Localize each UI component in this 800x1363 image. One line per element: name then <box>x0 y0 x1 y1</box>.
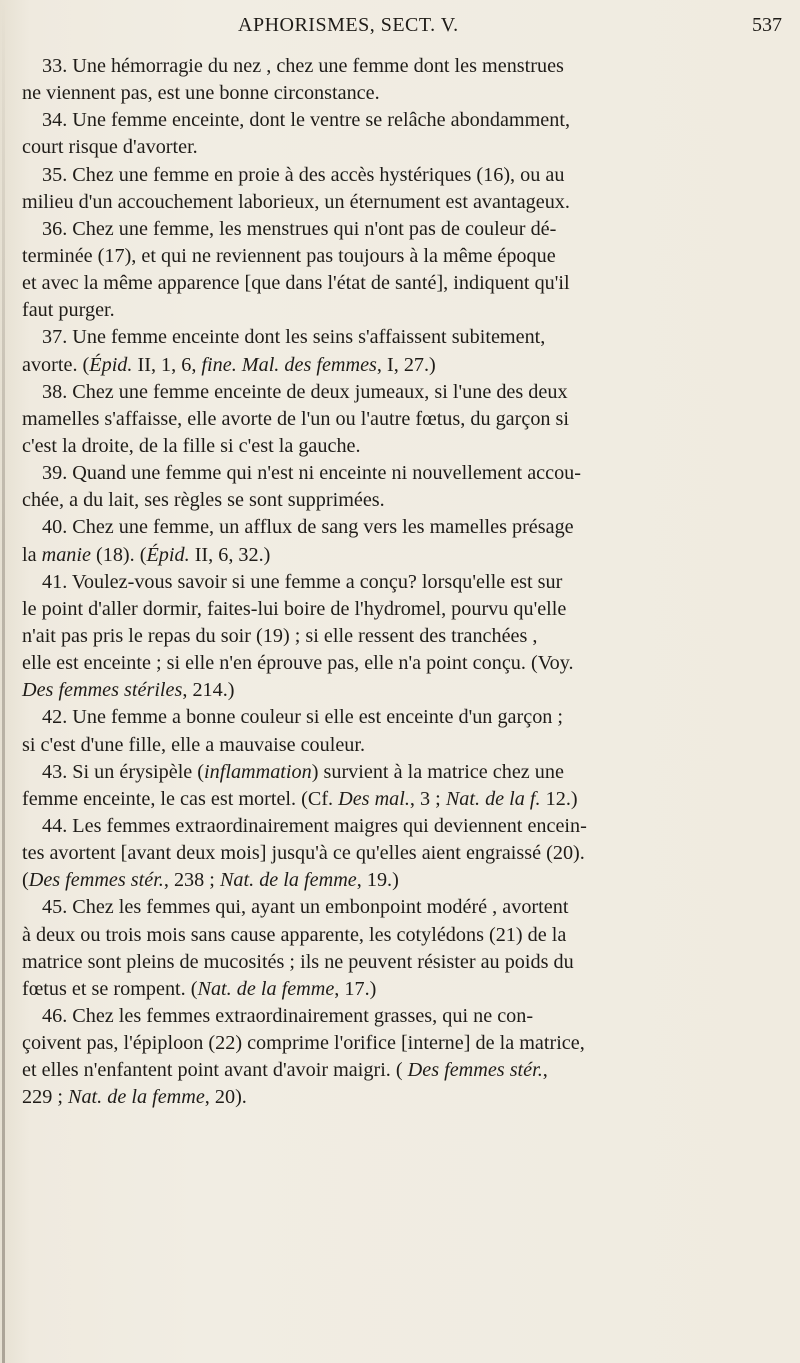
text-line <box>22 922 774 949</box>
text-line <box>22 650 774 677</box>
italic-text-segment: Des femmes stér. <box>28 869 164 892</box>
text-line <box>22 596 774 623</box>
italic-text-segment: Nat. de la femme <box>67 1086 205 1109</box>
text-segment: 37. Une femme enceinte dont les seins s'affaissent subitement, <box>42 326 546 349</box>
text-line <box>22 270 774 297</box>
text-segment: (18). ( <box>90 543 147 566</box>
text-line <box>22 1030 774 1057</box>
text-line <box>22 894 774 921</box>
text-segment: 46. Chez les femmes extraordinairement grasses, qui ne con- <box>42 1004 534 1027</box>
text-segment: 41. Voulez-vous savoir si une femme a conçu? lorsqu'elle est sur <box>42 570 563 593</box>
text-segment: 229 ; <box>22 1086 68 1109</box>
text-line <box>22 406 774 433</box>
text-line <box>22 840 774 867</box>
text-segment: 42. Une femme a bonne couleur si elle est enceinte d'un garçon ; <box>42 706 564 729</box>
text-segment: II, 1, 6, <box>132 353 202 376</box>
italic-text-segment: inflammation <box>204 760 312 783</box>
text-line <box>22 352 774 379</box>
text-segment: faut purger. <box>22 299 115 322</box>
italic-text-segment: Nat. de la femme <box>219 869 357 892</box>
text-segment: , 238 ; <box>163 869 220 892</box>
text-line <box>22 542 774 569</box>
text-segment: chée, a du lait, ses règles se sont supprimées. <box>22 489 385 512</box>
italic-text-segment: Nat. de la femme <box>197 977 335 1000</box>
text-segment: court risque d'avorter. <box>22 136 198 159</box>
text-segment: 33. Une hémorragie du nez , chez une femme dont les menstrues <box>42 55 564 77</box>
text-segment: , 19.) <box>356 869 399 892</box>
text-segment: 12.) <box>540 787 578 810</box>
text-segment: avorte. ( <box>22 353 90 376</box>
italic-text-segment: Des femmes stériles <box>22 679 183 702</box>
aphorisms-text <box>22 53 774 1111</box>
text-line <box>22 487 774 514</box>
text-line <box>22 786 774 813</box>
text-segment: matrice sont pleins de mucosités ; ils ne peuvent résister au poids du <box>22 950 574 973</box>
text-segment: 45. Chez les femmes qui, ayant un embonpoint modéré , avortent <box>42 896 569 919</box>
text-segment: n'ait pas pris le repas du soir (19) ; si elle ressent des tranchées , <box>22 624 538 647</box>
text-segment: 38. Chez une femme enceinte de deux jumeaux, si l'une des deux <box>42 380 568 403</box>
text-segment: 34. Une femme enceinte, dont le ventre se relâche abondamment, <box>42 109 571 132</box>
text-segment: , 20). <box>204 1086 247 1109</box>
text-line <box>22 53 774 80</box>
running-head <box>0 14 800 44</box>
text-segment: fœtus et se rompent. ( <box>22 977 198 1000</box>
text-segment: et avec la même apparence [que dans l'état de santé], indiquent qu'il <box>22 272 570 295</box>
text-line <box>22 134 774 161</box>
text-line <box>22 1003 774 1030</box>
text-line <box>22 1084 774 1111</box>
text-segment: , I, 27.) <box>376 353 436 376</box>
text-line <box>22 867 774 894</box>
italic-text-segment: Des mal. <box>338 787 410 810</box>
text-line <box>22 243 774 270</box>
text-line <box>22 1057 774 1084</box>
text-segment: 43. Si un érysipèle ( <box>42 760 205 783</box>
text-segment: , 3 ; <box>409 787 446 810</box>
text-line <box>22 732 774 759</box>
italic-text-segment: manie <box>41 543 91 566</box>
running-head-title: APHORISMES, SECT. V. <box>238 14 459 36</box>
italic-text-segment: fine. Mal. des femmes <box>201 353 377 376</box>
text-segment: tes avortent [avant deux mois] jusqu'à ce qu'elles aient engraissé (20). <box>22 842 585 865</box>
text-segment: II, 6, 32.) <box>189 543 271 566</box>
text-segment: ( <box>22 869 29 892</box>
text-segment: terminée (17), et qui ne reviennent pas toujours à la même époque <box>22 244 556 267</box>
text-line <box>22 107 774 134</box>
text-line <box>22 162 774 189</box>
text-segment: femme enceinte, le cas est mortel. (Cf. <box>22 787 339 810</box>
text-segment: mamelles s'affaisse, elle avorte de l'un ou l'autre fœtus, du garçon si <box>22 407 570 430</box>
text-segment: c'est la droite, de la fille si c'est la gauche. <box>22 434 361 457</box>
text-line <box>22 80 774 107</box>
text-line <box>22 514 774 541</box>
text-segment: , 17.) <box>334 977 377 1000</box>
italic-text-segment: Des femmes stér. <box>407 1059 543 1082</box>
text-line <box>22 433 774 460</box>
text-segment: ) survient à la matrice chez une <box>311 760 564 783</box>
text-line <box>22 460 774 487</box>
text-segment: 39. Quand une femme qui n'est ni enceinte ni nouvellement accou- <box>42 462 581 485</box>
text-segment: 35. Chez une femme en proie à des accès hystériques (16), ou au <box>42 163 565 186</box>
text-segment: çoivent pas, l'épiploon (22) comprime l'orifice [interne] de la matrice, <box>22 1032 585 1055</box>
text-line <box>22 324 774 351</box>
italic-text-segment: Épid. <box>89 353 133 376</box>
text-line <box>22 216 774 243</box>
text-segment: si c'est d'une fille, elle a mauvaise couleur. <box>22 733 366 756</box>
text-line <box>22 379 774 406</box>
text-line <box>22 569 774 596</box>
text-segment: le point d'aller dormir, faites-lui boire de l'hydromel, pourvu qu'elle <box>22 597 567 620</box>
text-line <box>22 949 774 976</box>
text-segment: 40. Chez une femme, un afflux de sang vers les mamelles présage <box>42 516 574 539</box>
text-line <box>22 297 774 324</box>
page-number: 537 <box>752 14 782 36</box>
text-line <box>22 677 774 704</box>
text-line <box>22 976 774 1003</box>
text-segment: 44. Les femmes extraordinairement maigres qui deviennent encein- <box>42 814 587 837</box>
text-segment: à deux ou trois mois sans cause apparente, les cotylédons (21) de la <box>22 923 567 946</box>
text-segment: et elles n'enfantent point avant d'avoir maigri. ( <box>22 1059 408 1082</box>
text-segment: elle est enceinte ; si elle n'en éprouve pas, elle n'a point conçu. (Voy. <box>22 652 574 675</box>
text-segment: , 214.) <box>182 679 235 702</box>
text-line <box>22 813 774 840</box>
text-segment: milieu d'un accouchement laborieux, un éternument est avantageux. <box>22 190 570 213</box>
text-segment: 36. Chez une femme, les menstrues qui n'ont pas de couleur dé- <box>42 217 557 240</box>
text-line <box>22 759 774 786</box>
text-segment: , <box>542 1059 548 1082</box>
text-line <box>22 704 774 731</box>
binding-shadow <box>2 0 5 1363</box>
text-segment: ne viennent pas, est une bonne circonstance. <box>22 82 380 105</box>
text-segment: la <box>22 543 42 566</box>
italic-text-segment: Épid. <box>146 543 190 566</box>
text-line <box>22 623 774 650</box>
italic-text-segment: Nat. de la f. <box>445 787 541 810</box>
text-line <box>22 189 774 216</box>
